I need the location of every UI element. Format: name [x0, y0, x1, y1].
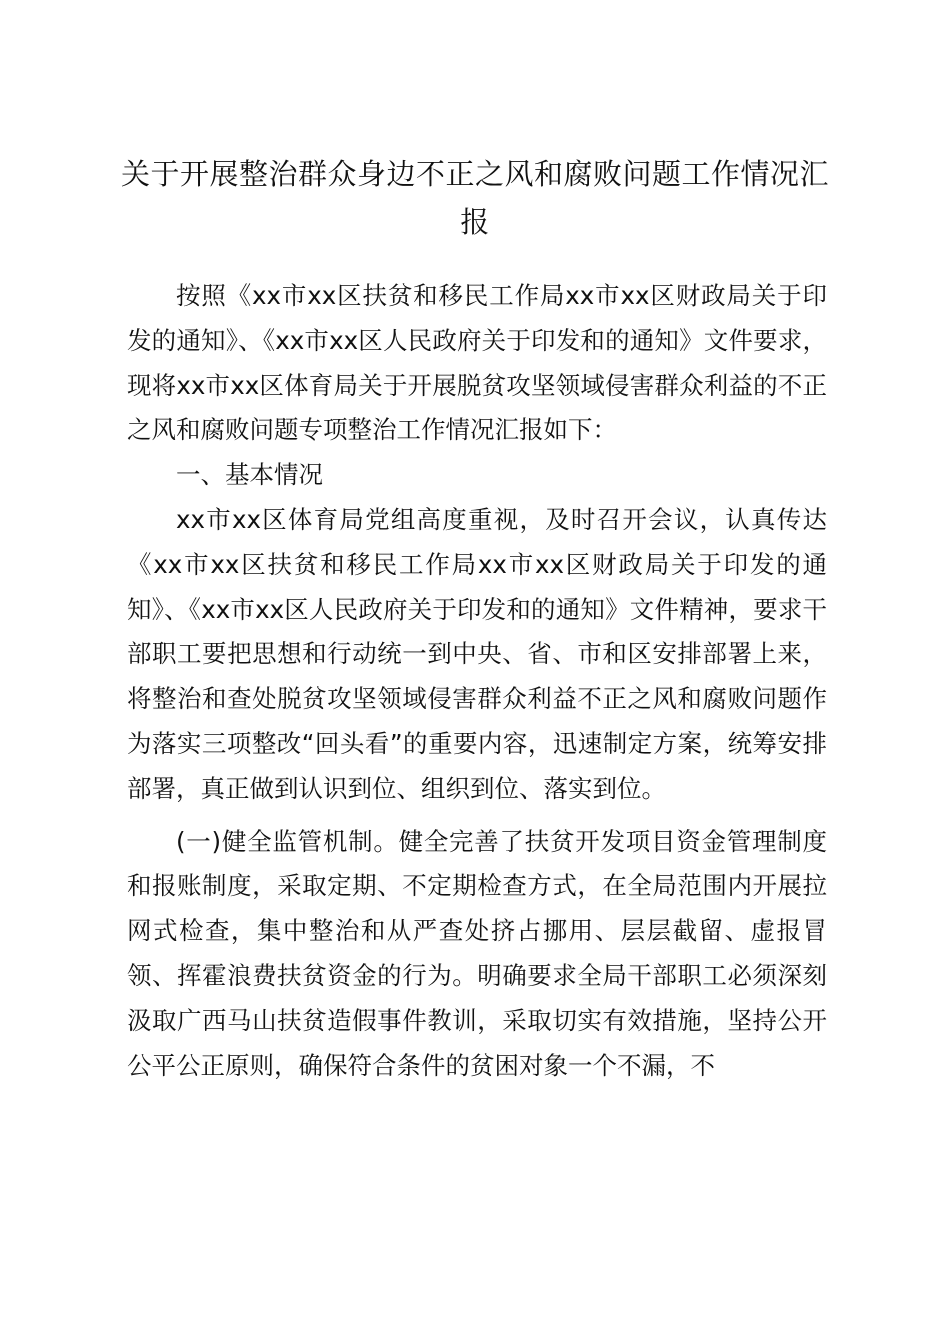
document-body	[127, 274, 827, 1088]
paragraph-supervision-mechanism: (一)健全监管机制。健全完善了扶贫开发项目资金管理制度和报账制度，采取定期、不定期检查方式，在全局范围内开展拉网式检查，集中整治和从严查处挤占挪用、层层截留、虚报冒领、挥霍浪费扶贫资金的行为。明确要求全局干部职工必须深刻汲取广西马山扶贫造假事件教训，采取切实有效措施，坚持公开公平公正原则，确保符合条件的贫困对象一个不漏，不	[127, 826, 827, 1080]
section-heading-basic-situation: 一、基本情况	[176, 460, 323, 490]
paragraph-intro: 按照《xx市xx区扶贫和移民工作局xx市xx区财政局关于印发的通知》、《xx市xx区人民政府关于印发和的通知》文件要求，现将xx市xx区体育局关于开展脱贫攻坚领域侵害群众利益的不正之风和腐败问题专项整治工作情况汇报如下：	[127, 281, 827, 445]
paragraph-basic-situation: xx市xx区体育局党组高度重视，及时召开会议，认真传达《xx市xx区扶贫和移民工作局xx市xx区财政局关于印发的通知》、《xx市xx区人民政府关于印发和的通知》文件精神，要求干部职工要把思想和行动统一到中央、省、市和区安排部署上来，将整治和查处脱贫攻坚领域侵害群众利益不正之风和腐败问题作为落实三项整改“回头看”的重要内容，迅速制定方案，统筹安排部署，真正做到认识到位、组织到位、落实到位。	[127, 504, 827, 803]
document-title: 关于开展整治群众身边不正之风和腐败问题工作情况汇报	[120, 157, 829, 239]
